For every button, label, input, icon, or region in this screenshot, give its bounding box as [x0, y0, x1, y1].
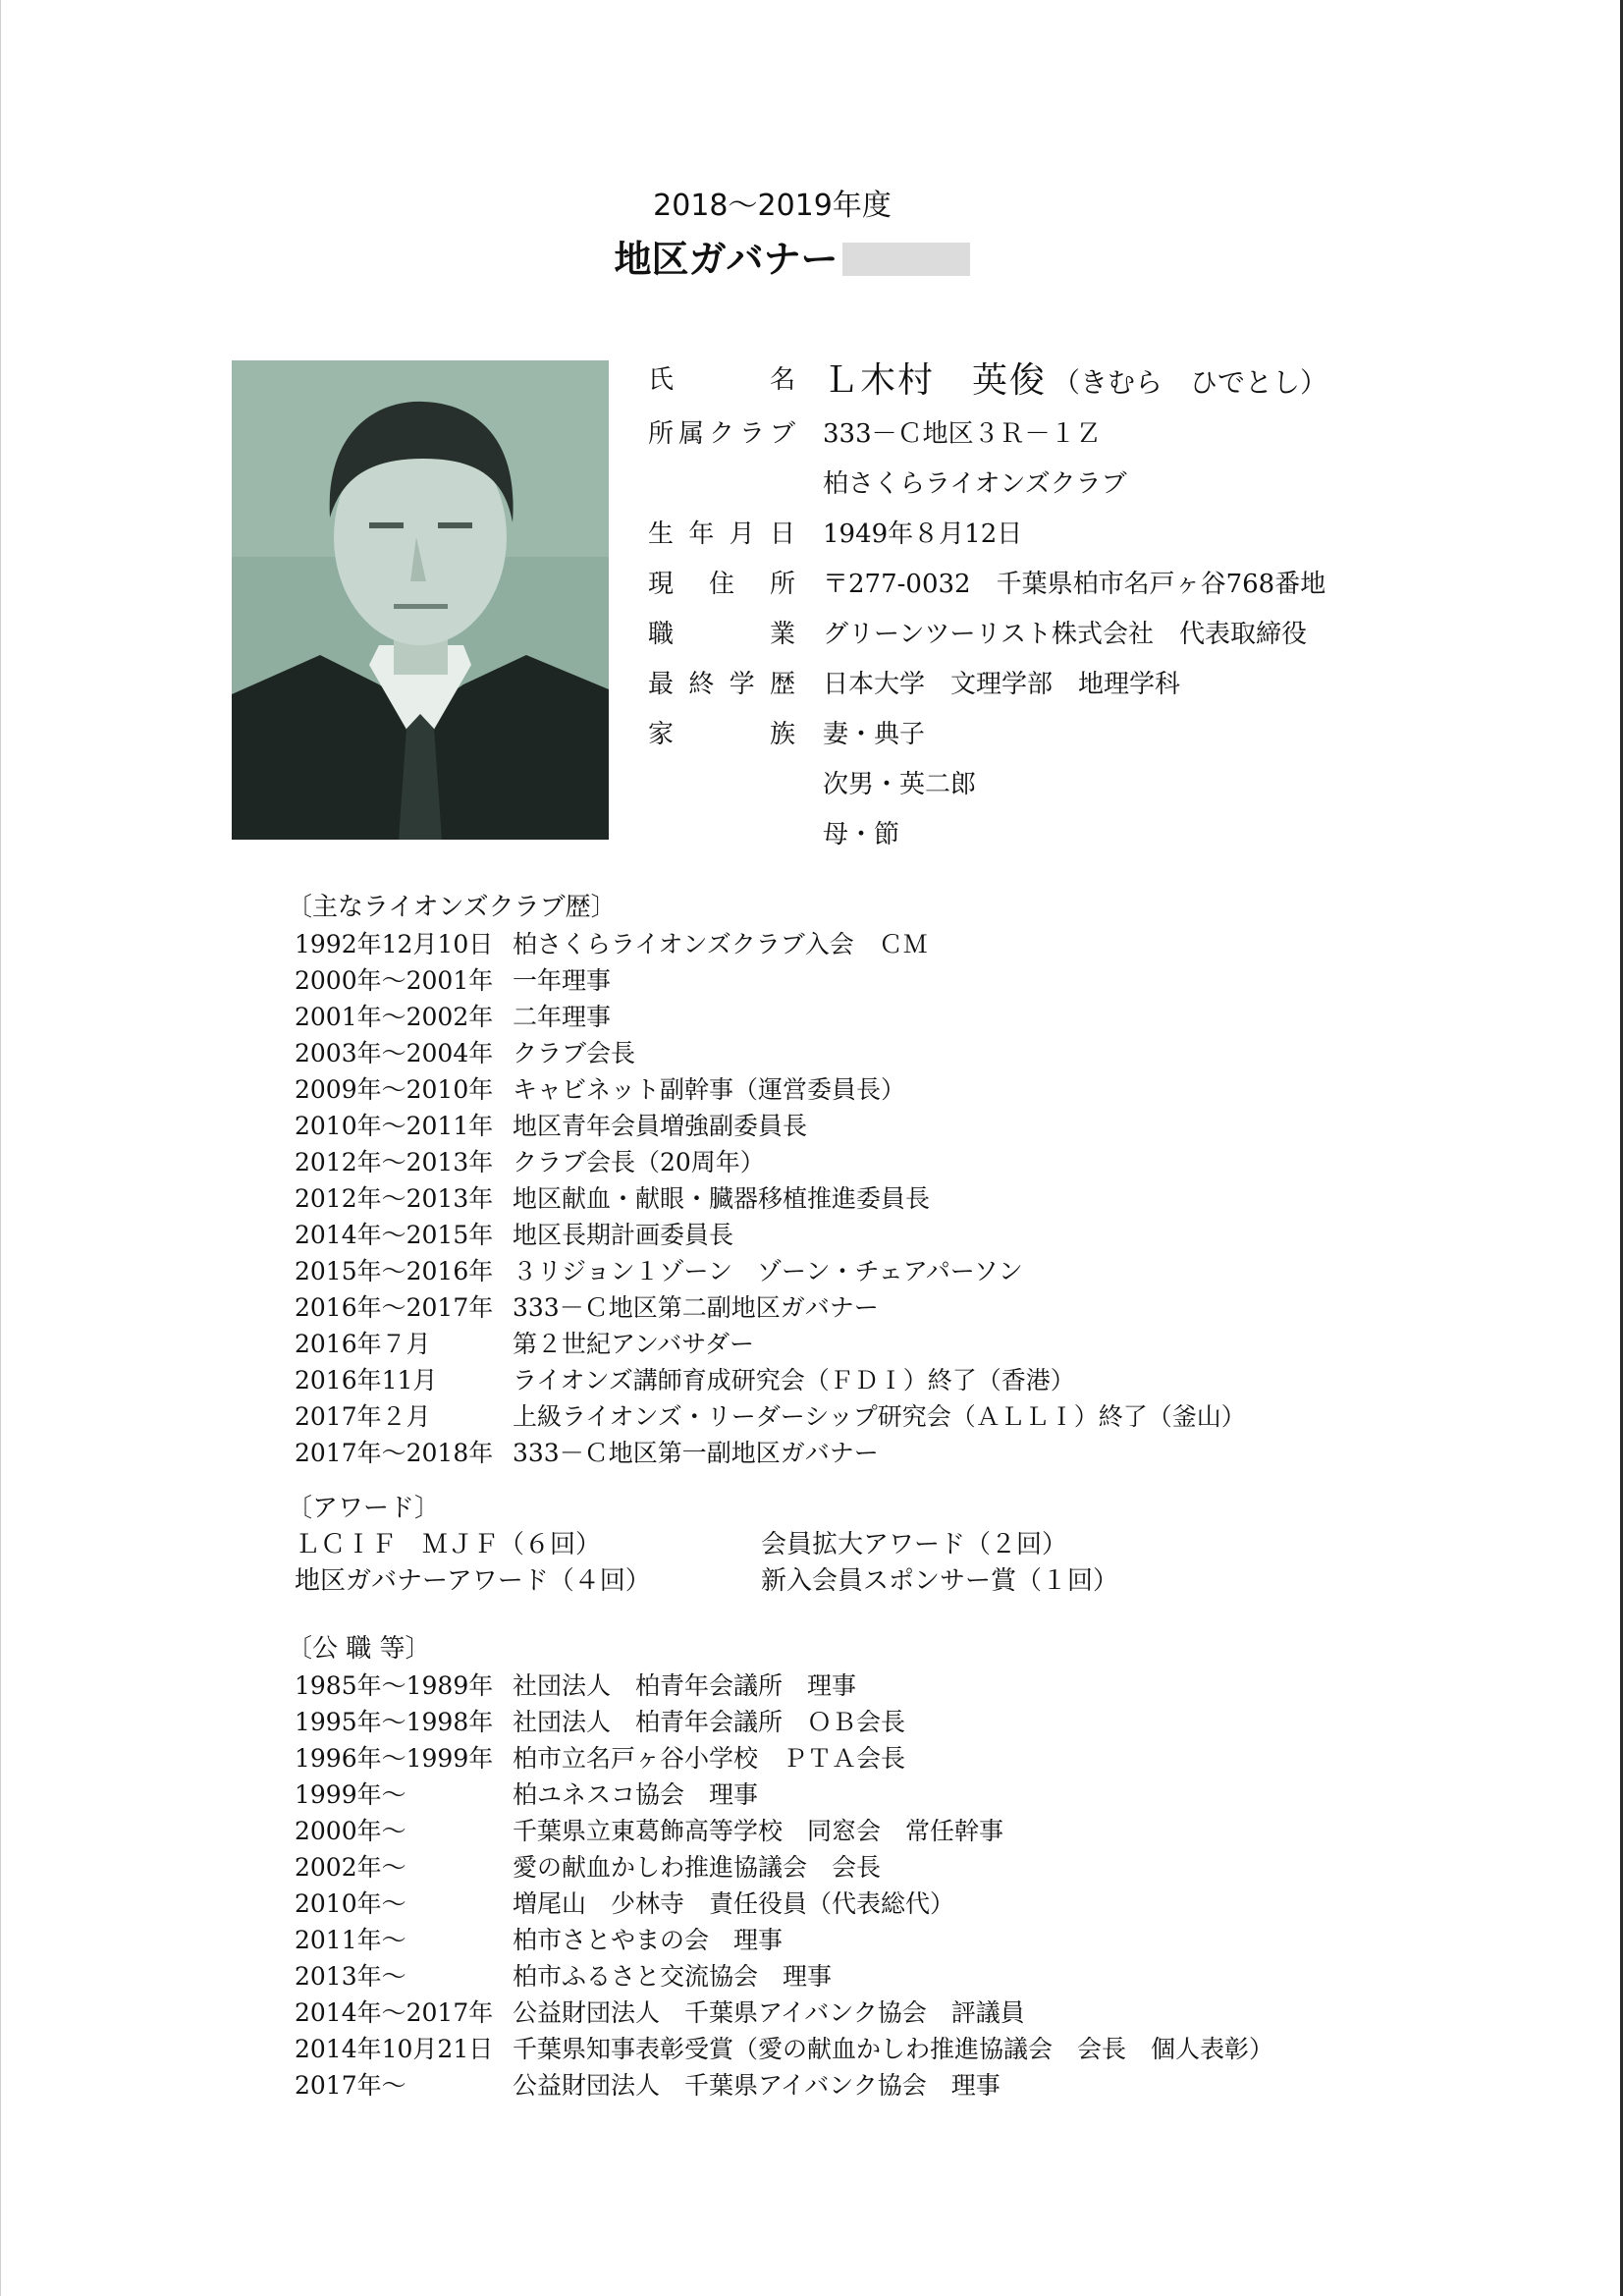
history-desc: クラブ会長（20周年） — [513, 1148, 765, 1176]
scan-edge-left — [0, 0, 1, 2296]
history-desc: 地区献血・献眼・臓器移植推進委員長 — [513, 1184, 931, 1213]
history-row — [295, 999, 1571, 1035]
role-desc: 社団法人 柏青年会議所 理事 — [513, 1671, 857, 1700]
role-row — [295, 1813, 1571, 1849]
awards-section — [287, 1490, 1571, 1600]
history-desc: キャビネット副幹事（運営委員長） — [513, 1075, 906, 1104]
address: 〒277-0032 千葉県柏市名戸ヶ谷768番地 — [823, 570, 1326, 599]
history-desc: 柏さくらライオンズクラブ入会 ＣＭ — [513, 930, 928, 958]
role-date: 1996年～1999年 — [295, 1744, 494, 1773]
family-member: 次男・英二郎 — [823, 770, 977, 799]
person-name-kana: （きむら ひでとし） — [1053, 365, 1328, 399]
role-date: 2011年～ — [295, 1926, 406, 1954]
profile-row-family-2 — [648, 757, 1591, 807]
role-desc: 柏市立名戸ヶ谷小学校 ＰＴＡ会長 — [513, 1744, 906, 1773]
history-date: 2017年２月 — [295, 1402, 431, 1431]
portrait-photo — [232, 360, 609, 840]
section-title: 〔主なライオンズクラブ歴〕 — [287, 893, 617, 922]
section-title: 〔公 職 等〕 — [287, 1634, 431, 1664]
history-row — [295, 1180, 1571, 1217]
public-roles-section — [287, 1630, 1571, 2104]
history-row — [295, 926, 1571, 962]
history-date: 2017年～2018年 — [295, 1439, 494, 1467]
role-row — [295, 2031, 1571, 2067]
role-desc: 柏ユネスコ協会 理事 — [513, 1780, 759, 1809]
fiscal-year: 2018～2019年度 — [653, 189, 892, 223]
club-label: 所属クラブ — [648, 419, 795, 449]
person-name: Ｌ木村 英俊 — [823, 359, 1048, 401]
profile-row-address — [648, 557, 1591, 607]
history-row — [295, 1144, 1571, 1180]
role-row — [295, 1667, 1571, 1704]
family-member: 母・節 — [823, 820, 900, 849]
role-desc: 千葉県立東葛飾高等学校 同窓会 常任幹事 — [513, 1817, 1004, 1845]
history-date: 2003年～2004年 — [295, 1039, 494, 1067]
history-row — [295, 1398, 1571, 1435]
history-row — [295, 1071, 1571, 1108]
award-item: 新入会員スポンサー賞（１回） — [761, 1566, 1119, 1596]
family-member: 妻・典子 — [823, 720, 926, 749]
award-item: ＬＣＩＦ ＭＪＦ（６回） — [295, 1530, 602, 1559]
history-row — [295, 1326, 1571, 1362]
document-header — [0, 187, 1623, 287]
role-desc: 愛の献血かしわ推進協議会 会長 — [513, 1853, 882, 1882]
role-desc: 増尾山 少林寺 責任役員（代表総代） — [513, 1889, 955, 1918]
history-date: 2001年～2002年 — [295, 1003, 494, 1031]
history-date: 2012年～2013年 — [295, 1148, 494, 1176]
role-date: 2010年～ — [295, 1889, 406, 1918]
history-desc: 333－Ｃ地区第二副地区ガバナー — [513, 1293, 879, 1322]
role-desc: 柏市さとやまの会 理事 — [513, 1926, 784, 1954]
role-row — [295, 1777, 1571, 1813]
profile-block — [648, 348, 1591, 857]
profile-row-job — [648, 607, 1591, 657]
award-item: 地区ガバナーアワード（４回） — [295, 1566, 651, 1596]
role-desc: 千葉県知事表彰受賞（愛の献血かしわ推進協議会 会長 個人表彰） — [513, 2035, 1274, 2063]
history-date: 2014年～2015年 — [295, 1221, 494, 1249]
history-desc: 第２世紀アンバサダー — [513, 1330, 755, 1358]
role-date: 2017年～ — [295, 2071, 406, 2100]
history-date: 2012年～2013年 — [295, 1184, 494, 1213]
name-label: 氏名 — [648, 364, 795, 395]
profile-row-club — [648, 407, 1591, 457]
role-date: 2014年10月21日 — [295, 2035, 494, 2063]
history-row — [295, 1253, 1571, 1289]
history-date: 1992年12月10日 — [295, 930, 494, 958]
profile-row-education — [648, 657, 1591, 707]
title-row — [0, 232, 1623, 287]
role-desc: 柏市ふるさと交流協会 理事 — [513, 1962, 833, 1991]
history-date: 2016年11月 — [295, 1366, 438, 1394]
job-label: 職業 — [648, 620, 795, 649]
history-desc: 地区青年会員増強副委員長 — [513, 1112, 808, 1140]
awards-list — [295, 1527, 1571, 1600]
lions-history-list — [295, 926, 1571, 1471]
history-row — [295, 1435, 1571, 1471]
role-date: 2002年～ — [295, 1853, 406, 1882]
role-date: 2013年～ — [295, 1962, 406, 1991]
history-date: 2015年～2016年 — [295, 1257, 494, 1285]
history-desc: 上級ライオンズ・リーダーシップ研究会（ＡＬＬＩ）終了（釜山） — [513, 1402, 1246, 1431]
education-label: 最終学歴 — [648, 670, 795, 699]
history-row — [295, 1289, 1571, 1326]
section-title: 〔アワード〕 — [287, 1494, 441, 1523]
history-desc: 地区長期計画委員長 — [513, 1221, 734, 1249]
role-date: 2014年～2017年 — [295, 1998, 494, 2027]
profile-row-birth — [648, 507, 1591, 557]
redacted-block — [842, 243, 970, 276]
role-desc: 社団法人 柏青年会議所 ＯＢ会長 — [513, 1708, 906, 1736]
birth-date: 1949年８月12日 — [823, 519, 1023, 549]
role-row — [295, 1958, 1571, 1995]
role-row — [295, 1740, 1571, 1777]
role-date: 1985年～1989年 — [295, 1671, 494, 1700]
profile-row-family — [648, 707, 1591, 757]
role-row — [295, 1849, 1571, 1886]
profile-row-name — [648, 348, 1591, 407]
history-row — [295, 1362, 1571, 1398]
role-date: 1995年～1998年 — [295, 1708, 494, 1736]
occupation: グリーンツーリスト株式会社 代表取締役 — [823, 620, 1307, 649]
history-desc: ライオンズ講師育成研究会（ＦＤＩ）終了（香港） — [513, 1366, 1075, 1394]
award-item: 会員拡大アワード（２回） — [761, 1530, 1068, 1559]
history-row — [295, 1108, 1571, 1144]
history-date: 2016年７月 — [295, 1330, 431, 1358]
document-title: 地区ガバナー — [614, 238, 839, 281]
profile-row-club-name — [648, 457, 1591, 507]
role-row — [295, 2067, 1571, 2104]
birth-label: 生年月日 — [648, 519, 795, 549]
public-roles-list — [295, 1667, 1571, 2104]
role-row — [295, 1886, 1571, 1922]
role-row — [295, 1922, 1571, 1958]
role-row — [295, 1995, 1571, 2031]
history-row — [295, 1217, 1571, 1253]
role-desc: 公益財団法人 千葉県アイバンク協会 評議員 — [513, 1998, 1025, 2027]
role-date: 2000年～ — [295, 1817, 406, 1845]
history-date: 2016年～2017年 — [295, 1293, 494, 1322]
history-desc: 333－Ｃ地区第一副地区ガバナー — [513, 1439, 879, 1467]
history-desc: 一年理事 — [513, 966, 612, 995]
history-date: 2009年～2010年 — [295, 1075, 494, 1104]
role-row — [295, 1704, 1571, 1740]
history-desc: 二年理事 — [513, 1003, 612, 1031]
role-desc: 公益財団法人 千葉県アイバンク協会 理事 — [513, 2071, 1001, 2100]
profile-row-family-3 — [648, 807, 1591, 857]
history-row — [295, 962, 1571, 999]
role-date: 1999年～ — [295, 1780, 406, 1809]
club-name: 柏さくらライオンズクラブ — [823, 469, 1127, 499]
lions-history-section — [287, 889, 1571, 1471]
club-district: 333－Ｃ地区３Ｒ－１Ｚ — [823, 419, 1102, 449]
family-label: 家族 — [648, 720, 795, 749]
history-desc: クラブ会長 — [513, 1039, 636, 1067]
history-date: 2010年～2011年 — [295, 1112, 494, 1140]
address-label: 現住所 — [648, 570, 795, 599]
education: 日本大学 文理学部 地理学科 — [823, 670, 1181, 699]
history-date: 2000年～2001年 — [295, 966, 494, 995]
history-desc: ３リジョン１ゾーン ゾーン・チェアパーソン — [513, 1257, 1023, 1285]
history-row — [295, 1035, 1571, 1071]
